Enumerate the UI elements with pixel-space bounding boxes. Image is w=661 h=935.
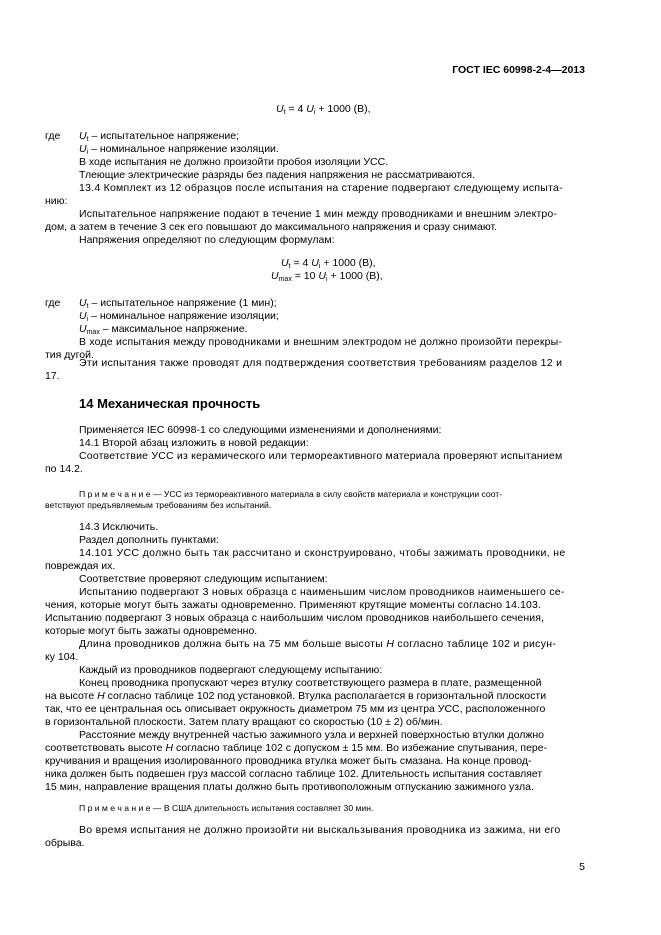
paragraph-line: Напряжения определяют по следующим формулам: <box>79 234 335 246</box>
paragraph-line: по 14.2. <box>45 463 83 475</box>
paragraph-line: соответствовать высоте H согласно таблице 102 с допуском ± 15 мм. Во избежание спутывания, пере- <box>45 742 548 754</box>
paragraph-line: кручивания и вращения изолированного проводника втулка может быть смазана. На конце провод- <box>45 755 532 767</box>
paragraph-line: Тлеющие электрические разряды без падения напряжения не рассматриваются. <box>79 169 475 181</box>
paragraph-line: 14.101 УСС должно быть так рассчитано и сконструировано, чтобы зажимать проводники, не <box>79 547 566 559</box>
paragraph-line: Конец проводника пропускают через втулку соответствующего размера в плате, размещенной <box>79 677 542 689</box>
document-code-header: ГОСТ IEC 60998-2-4—2013 <box>452 64 585 76</box>
paragraph-line: ника должен быть подвешен груз массой согласно таблице 102. Длительность испытания составляет <box>45 768 543 780</box>
where-line: $U_i$ – номинальное напряжение изоляции; <box>79 310 279 323</box>
where-label: где <box>45 130 61 142</box>
paragraph-line: Испытательное напряжение подают в течение 1 мин между проводниками и внешним электро- <box>79 208 558 220</box>
paragraph-line: ку 104. <box>45 651 79 663</box>
paragraph-line: обрыва. <box>45 837 85 849</box>
paragraph-line: 13.4 Комплект из 12 образцов после испытания на старение подвергают следующему испыта- <box>79 182 563 194</box>
page-number: 5 <box>579 861 585 873</box>
where-line: $U_t$ – испытательное напряжение; <box>79 130 240 143</box>
paragraph-line: дом, а затем в течение 3 сек его повышают до максимального напряжения и сразу снимают. <box>45 221 498 233</box>
where-label: где <box>45 297 61 309</box>
where-line: $U_{max}$ – максимальное напряжение. <box>79 323 248 336</box>
where-line: $U_t$ – испытательное напряжение (1 мин); <box>79 297 277 310</box>
paragraph-line: В ходе испытания не должно произойти пробоя изоляции УСС. <box>79 156 389 168</box>
paragraph-line: нию: <box>45 195 68 207</box>
paragraph-line: Раздел дополнить пунктами: <box>79 534 219 546</box>
paragraph-line: Соответствие УСС из керамического или термореактивного материала проверяют испытанием <box>79 450 563 462</box>
paragraph-line: В ходе испытания между проводниками и внешним электродом не должно произойти перекры- <box>79 336 563 348</box>
formula-test-voltage: $U_t = 4$ $U_i + 1000$ (B), <box>276 103 371 116</box>
section-heading: 14 Механическая прочность <box>79 396 261 411</box>
paragraph-line: Испытанию подвергают 3 новых образца с наибольшим числом проводников наибольшего сечения, <box>45 612 545 624</box>
paragraph-line: повреждая их. <box>45 560 116 572</box>
paragraph-line: Во время испытания не должно произойти ни выскальзывания проводника из зажима, ни его <box>79 824 561 836</box>
note: П р и м е ч а н и е — В США длительность испытания составляет 30 мин. <box>79 803 374 813</box>
where-line: $U_i$ – номинальное напряжение изоляции. <box>79 143 279 156</box>
paragraph-line: 14.3 Исключить. <box>79 521 159 533</box>
paragraph-line: на высоте H согласно таблице 102 под установкой. Втулка располагается в горизонтальной плоскости <box>45 690 547 702</box>
formula-max-voltage: $U_{max} = 10$ $U_i + 1000$ (B), <box>271 270 383 283</box>
paragraph-line: Соответствие проверяют следующим испытанием: <box>79 573 328 585</box>
note: П р и м е ч а н и е — УСС из термореактивного материала в силу свойств материала и конструкции соот- <box>79 489 503 499</box>
paragraph-line: в горизонтальной плоскости. Затем плату вращают со скоростью (10 ± 2) об/мин. <box>45 716 443 728</box>
paragraph-line: Испытанию подвергают 3 новых образца с наименьшим числом проводников наименьшего се- <box>79 586 565 598</box>
paragraph-line: тия дугой. <box>45 349 94 361</box>
paragraph-line: которые могут быть зажаты одновременно. <box>45 625 258 637</box>
paragraph-line: Расстояние между внутренней частью зажимного узла и верхней поверхностью втулки должно <box>79 729 544 741</box>
formula-test-voltage: $U_t = 4$ $U_i + 1000$ (B), <box>281 257 376 270</box>
note-continuation: ветствуют предъявляемым требованиям без испытаний. <box>45 500 272 510</box>
paragraph-line: чения, которые могут быть зажаты одновременно. Применяют крутящие моменты согласно 14.103. <box>45 599 541 611</box>
paragraph-line: 17. <box>45 370 60 382</box>
paragraph-line: Применяется IEC 60998-1 со следующими изменениями и дополнениями: <box>79 424 442 436</box>
paragraph-line: так, что ее центральная ось описывает окружность диаметром 75 мм из центра УСС, расположенного <box>45 703 546 715</box>
paragraph-line: 15 мин, направление вращения платы должно быть противоположным отпусканию зажимного узла. <box>45 781 534 793</box>
paragraph-line: Длина проводников должна быть на 75 мм больше высоты H согласно таблице 102 и рисун- <box>79 638 557 650</box>
paragraph-line: 14.1 Второй абзац изложить в новой редакции: <box>79 437 309 449</box>
paragraph-line: Эти испытания также проводят для подтверждения соответствия требованиям разделов 12 и <box>79 357 563 369</box>
paragraph-line: Каждый из проводников подвергают следующему испытанию: <box>79 664 383 676</box>
